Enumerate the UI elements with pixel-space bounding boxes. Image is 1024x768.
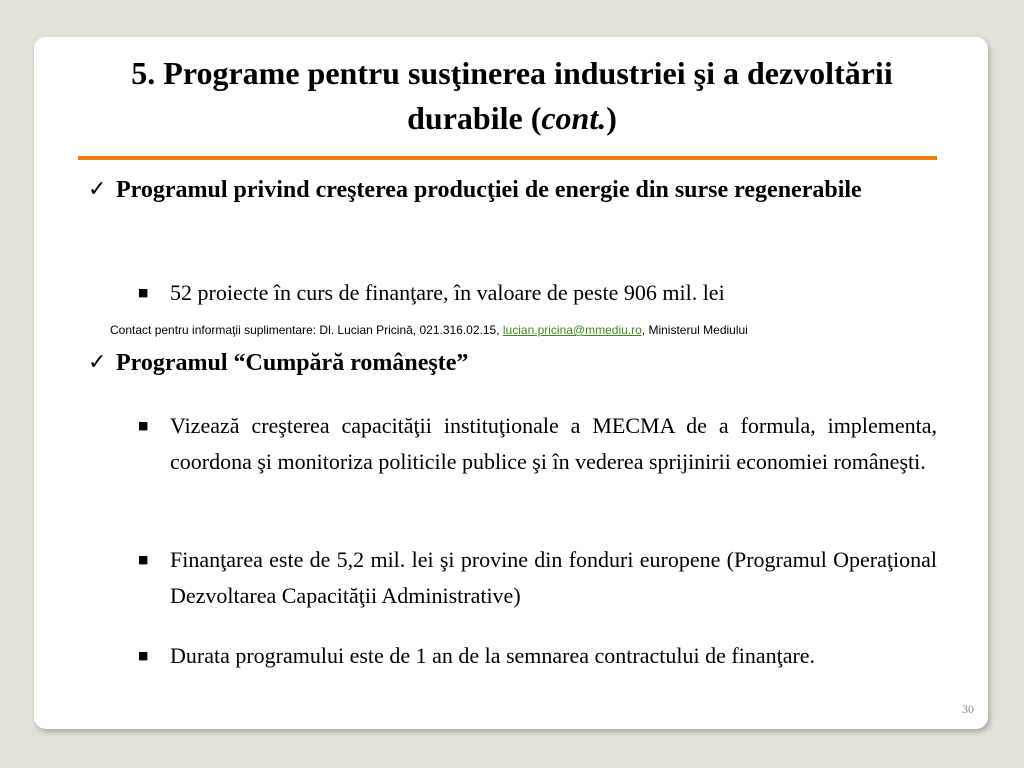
checkmark-icon: ✓ — [88, 350, 107, 375]
page-number: 30 — [962, 702, 974, 716]
bullet-text: 52 proiecte în curs de finanţare, în valoare de peste 906 mil. lei — [170, 280, 725, 305]
bullet-item — [138, 638, 937, 674]
bullet-text: Finanţarea este de 5,2 mil. lei şi provine din fonduri europene (Programul Operaţional Dezvoltarea Capacităţii Administrative) — [170, 547, 937, 608]
section-heading-cumpara-romaneste — [88, 344, 937, 382]
contact-email-link[interactable]: lucian.pricina@mmediu.ro — [502, 323, 642, 337]
title-italic: cont. — [541, 100, 607, 136]
checkmark-icon: ✓ — [88, 177, 107, 202]
bullet-item — [138, 408, 937, 480]
section-heading-text: Programul “Cumpără româneşte” — [116, 350, 469, 376]
title-end: ) — [606, 100, 617, 136]
square-bullet-icon: ■ — [138, 553, 149, 566]
bullet-item — [138, 275, 937, 311]
title-main: 5. Programe pentru susţinerea industriei şi a dezvoltării durabile ( — [131, 55, 893, 136]
bullet-text: Vizează creşterea capacităţii instituţionale a MECMA de a formula, implementa, coordona şi monitoriza politicile publice şi în vederea sprijinirii economiei româneşti. — [170, 413, 937, 474]
contact-suffix: , Ministerul Mediului — [641, 323, 748, 337]
section-heading-renewable-energy — [88, 171, 937, 209]
contact-prefix: Contact pentru informaţii suplimentare: Dl. Lucian Pricină, 021.316.02.15, — [110, 323, 503, 337]
square-bullet-icon: ■ — [138, 419, 149, 432]
bullet-text: Durata programului este de 1 an de la semnarea contractului de finanţare. — [170, 643, 816, 668]
section-heading-text: Programul privind creşterea producţiei de energie din surse regenerabile — [116, 177, 862, 203]
slide-title — [74, 51, 950, 141]
contact-info — [110, 322, 940, 338]
square-bullet-icon: ■ — [138, 649, 149, 662]
slide — [34, 37, 988, 729]
bullet-item — [138, 542, 937, 614]
title-divider — [78, 156, 937, 160]
square-bullet-icon: ■ — [138, 286, 149, 299]
